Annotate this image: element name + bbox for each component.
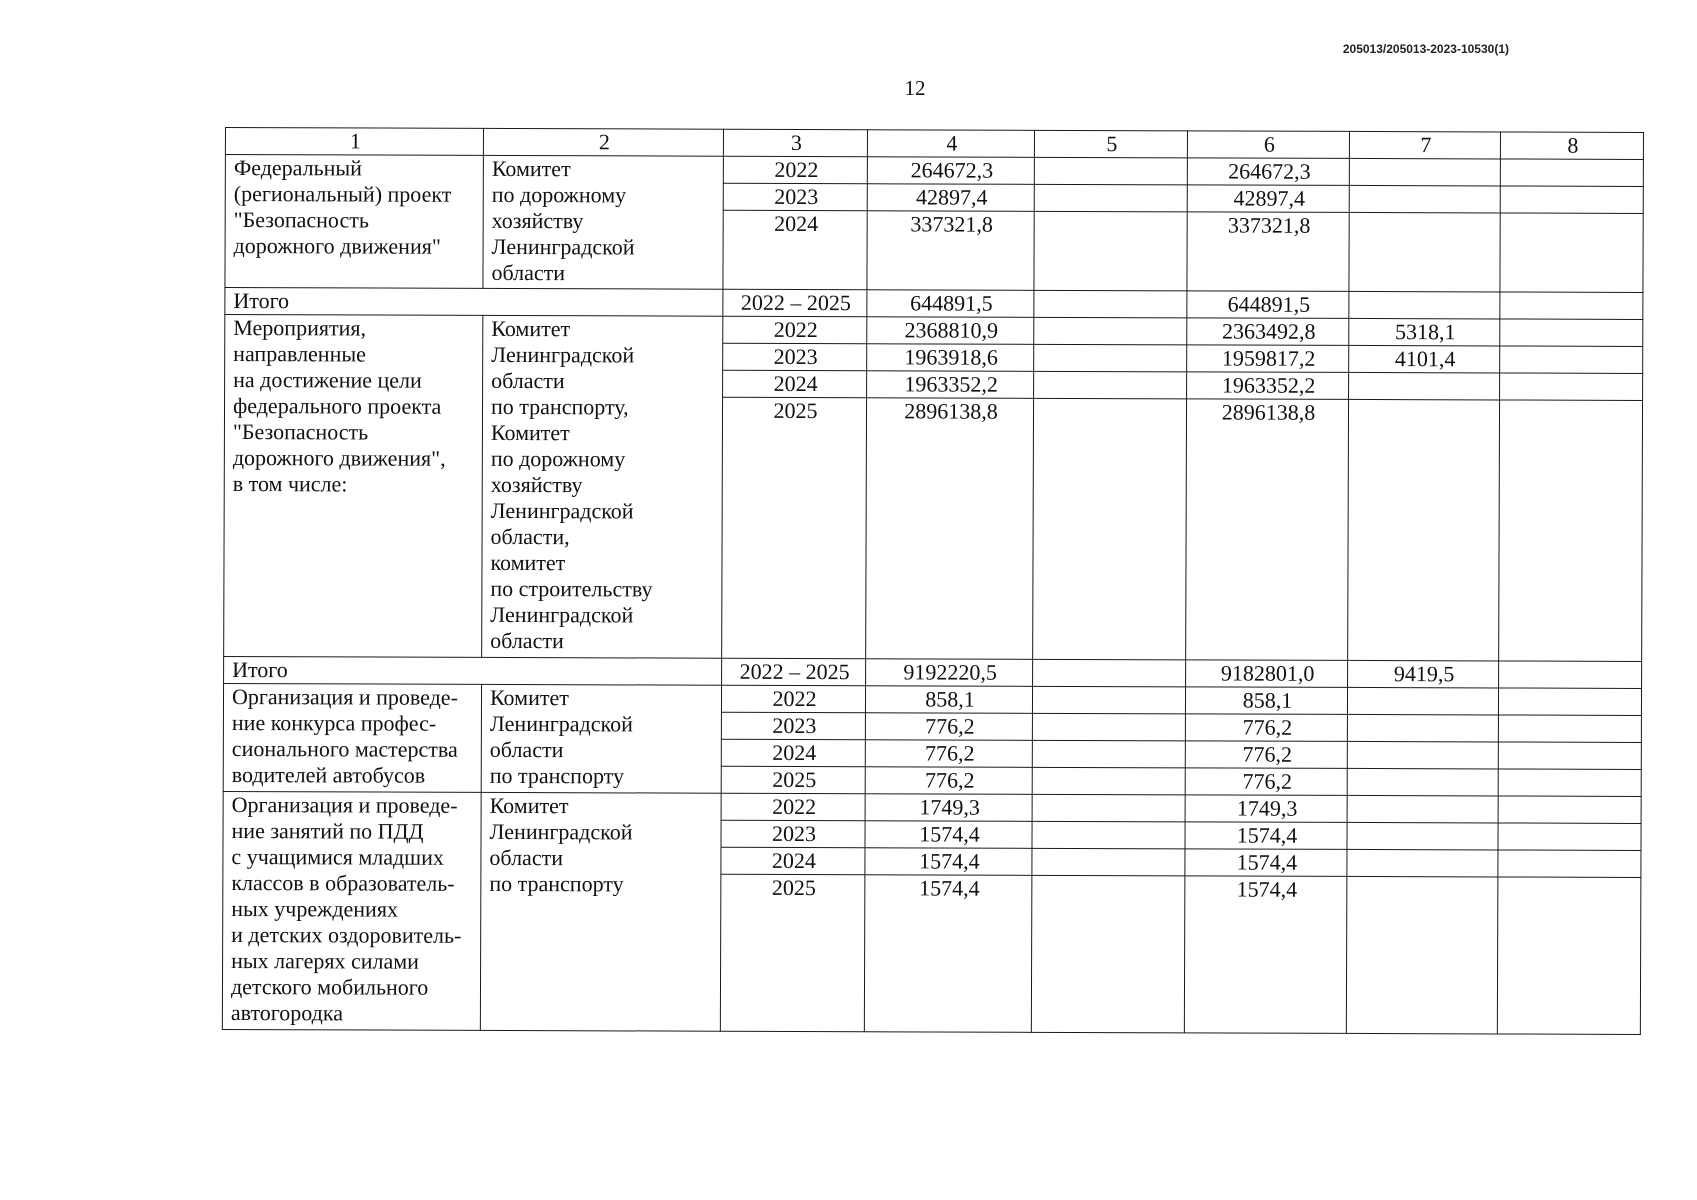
col5-cell [1034,211,1187,291]
col8-cell [1498,715,1641,742]
col8-cell [1498,823,1641,850]
col6-cell: 1749,3 [1185,795,1347,823]
col7-cell: 9419,5 [1348,660,1499,688]
col5-cell [1032,848,1185,876]
year-cell: 2022 – 2025 [722,658,866,686]
col8-cell [1498,688,1641,715]
total-amount-cell: 858,1 [865,686,1032,714]
total-amount-cell: 776,2 [865,767,1032,795]
col7-cell: 4101,4 [1349,345,1500,373]
col8-cell [1498,769,1641,796]
col6-cell: 858,1 [1185,687,1347,715]
col6-cell: 776,2 [1185,768,1347,796]
col6-cell: 776,2 [1185,741,1347,769]
col5-cell [1032,713,1185,741]
col7-cell [1349,185,1500,213]
col8-cell [1500,319,1643,346]
executor-name: Комитет Ленинградской области по транспорту [480,792,721,1031]
column-header: 6 [1187,131,1349,159]
document-id: 205013/205013-2023-10530(1) [1342,42,1509,56]
year-cell: 2023 [723,343,867,371]
col5-cell [1033,398,1187,660]
column-header: 1 [225,128,483,156]
year-cell: 2024 [721,847,865,875]
col7-cell: 5318,1 [1349,318,1500,346]
column-header: 3 [723,129,867,157]
total-label: Итого [225,288,723,317]
col8-cell [1498,850,1641,877]
total-label: Итого [224,656,722,685]
col5-cell [1032,767,1185,795]
table-row [223,791,1641,823]
col7-cell [1349,212,1500,292]
col6-cell: 2363492,8 [1187,318,1349,346]
col5-cell [1033,659,1186,687]
col5-cell [1034,317,1187,345]
activity-name: Организация и проведе- ние занятий по ПДД с учащимися младших классов в образователь- ных учреждениях и детских оздоровитель- ных лагерях силами детского мобильного автогородка [222,791,481,1030]
year-cell: 2022 [721,793,865,821]
col7-cell [1347,795,1498,823]
col8-cell [1500,346,1643,373]
column-header: 8 [1500,132,1643,159]
col5-cell [1034,344,1187,372]
col5-cell [1034,184,1187,212]
col7-cell [1347,822,1498,850]
col8-cell [1499,661,1642,688]
activity-name: Организация и проведе- ние конкурса профес- сионального мастерства водителей автобусов [223,683,481,792]
col7-cell [1348,399,1500,661]
total-amount-cell: 776,2 [865,713,1032,741]
year-cell: 2022 [723,156,867,184]
col7-cell [1349,372,1500,400]
total-amount-cell: 1574,4 [865,821,1032,849]
table-row [223,683,1641,715]
executor-name: Комитет по дорожному хозяйству Ленинградской области [483,155,723,289]
col7-cell [1347,687,1498,715]
col8-cell [1497,877,1641,1034]
col8-cell [1498,742,1641,769]
total-amount-cell: 1963352,2 [867,371,1034,399]
year-cell: 2022 [723,316,867,344]
total-amount-cell: 644891,5 [867,290,1034,318]
col6-cell: 42897,4 [1187,185,1349,213]
column-header: 5 [1034,130,1187,158]
col8-cell [1500,373,1643,400]
col8-cell [1499,400,1643,661]
executor-name: Комитет Ленинградской области по транспорту, Комитет по дорожному хозяйству Ленинградской области, комитет по строительству Ленинградской области [482,315,723,658]
col8-cell [1498,796,1641,823]
col8-cell [1500,186,1643,213]
col5-cell [1032,794,1185,822]
total-amount-cell: 1574,4 [865,848,1032,876]
total-amount-cell: 9192220,5 [866,659,1033,687]
col7-cell [1349,158,1500,186]
col7-cell [1347,714,1498,742]
year-cell: 2024 [723,210,867,290]
col5-cell [1032,686,1185,714]
col8-cell [1500,213,1643,292]
col6-cell: 264672,3 [1187,158,1349,186]
total-amount-cell: 264672,3 [867,157,1034,185]
col7-cell [1347,768,1498,796]
col6-cell: 776,2 [1185,714,1347,742]
col6-cell: 337321,8 [1187,212,1349,292]
total-amount-cell: 1749,3 [865,794,1032,822]
total-amount-cell: 337321,8 [867,211,1034,291]
year-cell: 2025 [722,397,867,659]
total-amount-cell: 776,2 [865,740,1032,768]
col5-cell [1031,875,1185,1033]
page-number: 12 [904,76,926,100]
year-cell: 2025 [720,874,865,1032]
column-header: 7 [1349,131,1500,159]
total-amount-cell: 42897,4 [867,184,1034,212]
funding-table [222,127,1644,1035]
column-header: 4 [867,130,1034,158]
activity-name: Федеральный (региональный) проект "Безопасность дорожного движения" [225,155,483,289]
col6-cell: 1574,4 [1185,849,1347,877]
total-amount-cell: 2896138,8 [866,398,1034,660]
year-cell: 2024 [723,370,867,398]
col6-cell: 1959817,2 [1187,345,1349,373]
col5-cell [1034,290,1187,318]
year-cell: 2022 [721,685,865,713]
year-cell: 2023 [721,820,865,848]
col7-cell [1347,741,1498,769]
col5-cell [1034,371,1187,399]
year-cell: 2024 [721,739,865,767]
col7-cell [1346,876,1498,1034]
year-cell: 2023 [723,183,867,211]
col5-cell [1032,740,1185,768]
col8-cell [1500,292,1643,319]
year-cell: 2023 [721,712,865,740]
col5-cell [1034,157,1187,185]
year-cell: 2025 [721,766,865,794]
year-cell: 2022 – 2025 [723,289,867,317]
col7-cell [1347,849,1498,877]
activity-name: Мероприятия, направленные на достижение цели федерального проекта "Безопасность дорожного движения", в том числе: [224,315,483,658]
col7-cell [1349,291,1500,319]
col6-cell: 2896138,8 [1186,399,1349,661]
col6-cell: 1963352,2 [1187,372,1349,400]
col5-cell [1032,821,1185,849]
executor-name: Комитет Ленинградской области по транспорту [481,684,721,793]
column-header: 2 [483,128,723,156]
col6-cell: 644891,5 [1187,291,1349,319]
total-amount-cell: 2368810,9 [867,317,1034,345]
table-row [225,155,1643,187]
col6-cell: 1574,4 [1185,822,1347,850]
table-row [225,315,1643,347]
col6-cell: 9182801,0 [1186,660,1348,688]
col8-cell [1500,159,1643,186]
total-amount-cell: 1574,4 [864,875,1032,1033]
total-amount-cell: 1963918,6 [867,344,1034,372]
col6-cell: 1574,4 [1184,876,1347,1034]
